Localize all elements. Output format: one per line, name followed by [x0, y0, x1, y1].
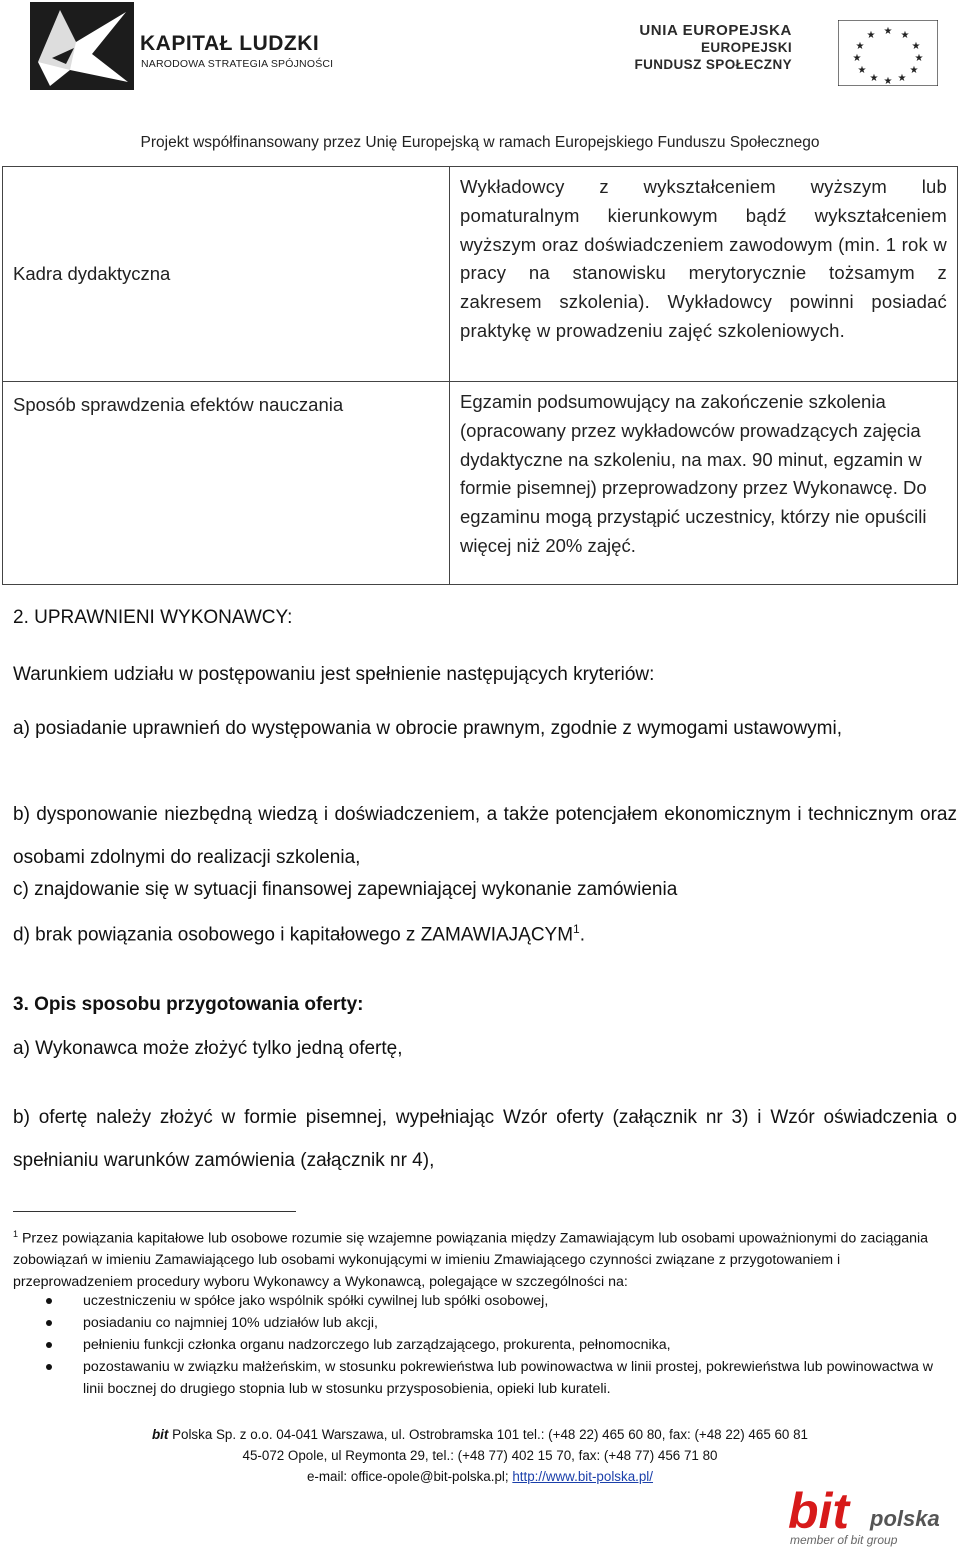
svg-text:★: ★	[857, 65, 867, 76]
table-cell-label: Kadra dydaktyczna	[3, 167, 450, 382]
footnote-reference[interactable]: 1	[573, 922, 580, 936]
list-item-text: pozostawaniu w związku małżeńskim, w stosunku pokrewieństwa lub powinowactwa w linii prostej, pokrewieństwa lub powinowactwa w linii bocznej do drugiego stopnia lub w stosunku przysposobienia, opieki lub kurateli.	[83, 1359, 934, 1397]
svg-text:★: ★	[914, 53, 924, 64]
section-2-item-a: a) posiadanie uprawnień do występowania w obrocie prawnym, zgodnie z wymogami ustawowymi,	[13, 718, 843, 739]
svg-text:★: ★	[900, 30, 910, 41]
bullet-icon	[46, 1320, 52, 1326]
footnote-list	[46, 1290, 946, 1400]
list-item	[46, 1312, 946, 1334]
cofinancing-note: Projekt współfinansowany przez Unię Europejską w ramach Europejskiego Funduszu Społecznego	[140, 134, 820, 151]
section-2-heading: 2. UPRAWNIENI WYKONAWCY:	[13, 607, 293, 628]
svg-text:★: ★	[855, 41, 865, 52]
footer-address: Polska Sp. z o.o. 04-041 Warszawa, ul. Ostrobramska 101 tel.: (+48 22) 465 60 80, fax: (+48 22) 465 60 81	[168, 1427, 808, 1442]
svg-text:★: ★	[897, 73, 907, 84]
bullet-icon	[46, 1364, 52, 1370]
section-2-intro: Warunkiem udziału w postępowaniu jest spełnienie następujących kryteriów:	[13, 664, 655, 685]
course-info-table	[2, 166, 958, 585]
section-3-heading: 3. Opis sposobu przygotowania oferty:	[13, 994, 364, 1015]
list-item-text: pełnieniu funkcji członka organu nadzorczego lub zarządzającego, prokurenta, pełnomocnika,	[83, 1337, 671, 1353]
list-item-text: posiadaniu co najmniej 10% udziałów lub akcji,	[83, 1315, 378, 1331]
kapital-ludzki-logo	[30, 2, 370, 90]
eu-logo-text	[634, 22, 792, 73]
eu-flag-stars-icon	[838, 20, 938, 86]
svg-text:★: ★	[866, 30, 876, 41]
section-2-item-d-end: .	[579, 924, 586, 946]
footnote-text	[13, 1224, 953, 1293]
section-2-item-c: c) znajdowanie się w sytuacji finansowej zapewniającej wykonanie zamówienia	[13, 879, 678, 900]
footer-website-link[interactable]: http://www.bit-polska.pl/	[512, 1469, 654, 1484]
section-3-item-a: a) Wykonawca może złożyć tylko jedną ofertę,	[13, 1038, 403, 1059]
eu-logo	[622, 20, 942, 90]
list-item	[46, 1356, 946, 1400]
table-row	[3, 167, 958, 382]
eu-logo-line2: EUROPEJSKI	[700, 40, 792, 55]
bullet-icon	[46, 1342, 52, 1348]
table-cell-value: Egzamin podsumowujący na zakończenie szkolenia (opracowany przez wykładowców prowadzących zajęcia dydaktyczne na szkoleniu, na max. 90 minut, egzamin w formie pisemnej) przeprowadzony przez Wykonawcę. Do egzaminu mogą przystąpić uczestnicy, którzy nie opuścili więcej niż 20% zajęć.	[450, 382, 958, 585]
footer-line-2: 45-072 Opole, ul Reymonta 29, tel.: (+48 77) 402 15 70, fax: (+48 77) 456 71 80	[242, 1448, 718, 1463]
footer-company-bold: bit	[152, 1427, 169, 1442]
bit-logo-tagline: member of bit group	[790, 1533, 898, 1547]
section-2-item-b: b) dysponowanie niezbędną wiedzą i doświadczeniem, a także potencjałem ekonomicznym i technicznym oraz osobami zdolnymi do realizacji szkolenia,	[13, 804, 957, 868]
svg-text:★: ★	[852, 53, 862, 64]
polska-logo-word: polska	[870, 1506, 940, 1531]
section-3-item-b: b) ofertę należy złożyć w formie pisemnej, wypełniając Wzór oferty (załącznik nr 3) i Wzór oświadczenia o spełnianiu warunków zamówienia (załącznik nr 4),	[13, 1107, 957, 1171]
bullet-icon	[46, 1298, 52, 1304]
table-cell-label: Sposób sprawdzenia efektów nauczania	[3, 382, 450, 585]
section-2-item-d	[13, 922, 957, 946]
svg-text:★: ★	[869, 73, 879, 84]
list-item	[46, 1290, 946, 1312]
footnote-separator	[13, 1211, 296, 1212]
svg-text:★: ★	[883, 26, 893, 37]
svg-text:★: ★	[911, 41, 921, 52]
footer-email: e-mail: office-opole@bit-polska.pl;	[306, 1469, 513, 1484]
eu-logo-line3: FUNDUSZ SPOŁECZNY	[634, 57, 792, 72]
footnote-marker: 1	[13, 1229, 19, 1239]
svg-text:★: ★	[909, 65, 919, 76]
page-footer	[0, 1424, 960, 1487]
footer-line-1	[0, 1424, 960, 1445]
eu-logo-line1: UNIA EUROPEJSKA	[639, 22, 792, 39]
kapital-ludzki-subtitle: NARODOWA STRATEGIA SPÓJNOŚCI	[141, 58, 334, 70]
footnote-body: Przez powiązania kapitałowe lub osobowe rozumie się wzajemne powiązania między Zamawiającym lub osobami upoważnionymi do zaciągania zobowiązań w imieniu Zamawiającego lub osobami wykonującymi w imieniu Zmawiającego czynności związane z przygotowaniem i przeprowadzeniem procedury wyboru Wykonawcy a Wykonawcą, polegające w szczególności na:	[13, 1230, 929, 1290]
list-item	[46, 1334, 946, 1356]
list-item-text: uczestniczeniu w spółce jako wspólnik spółki cywilnej lub spółki osobowej,	[83, 1293, 549, 1309]
section-2-item-d-text: d) brak powiązania osobowego i kapitałowego z ZAMAWIAJĄCYM	[13, 924, 574, 946]
table-row	[3, 382, 958, 585]
kapital-ludzki-star-icon	[30, 2, 134, 90]
svg-text:★: ★	[883, 76, 893, 86]
kapital-ludzki-title: KAPITAŁ LUDZKI	[140, 32, 320, 55]
bit-logo-word: bit	[788, 1483, 850, 1539]
table-cell-value: Wykładowcy z wykształceniem wyższym lub pomaturalnym kierunkowym bądź wykształceniem wyższym oraz doświadczeniem zawodowym (min. 1 rok w pracy na stanowisku merytorycznie tożsamym z zakresem szkolenia). Wykładowcy powinni posiadać praktykę w prowadzeniu zajęć szkoleniowych.	[450, 167, 958, 382]
bit-polska-logo	[786, 1482, 956, 1548]
